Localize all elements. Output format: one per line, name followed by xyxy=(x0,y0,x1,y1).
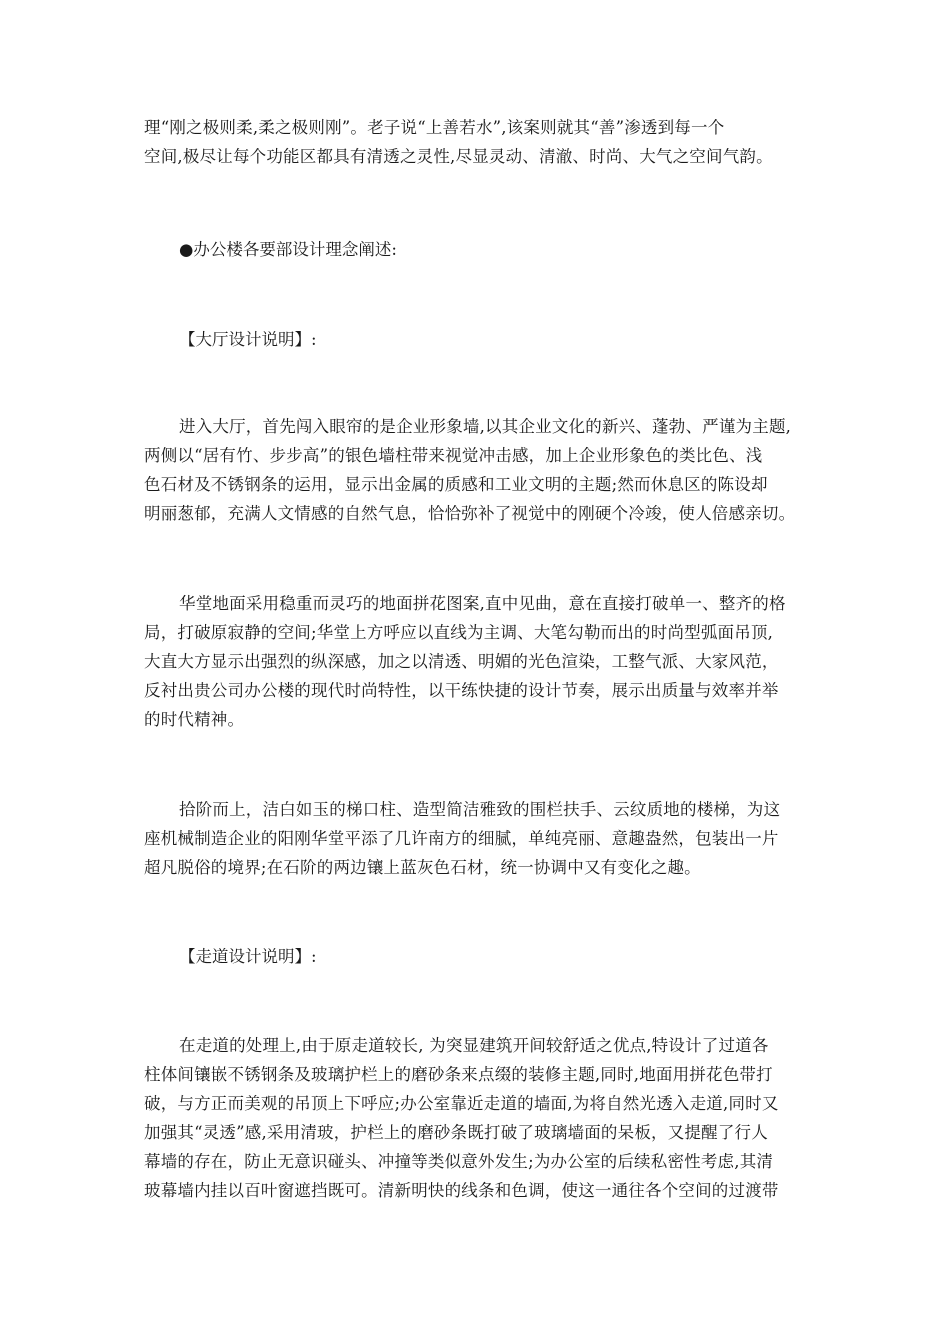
text-line: 进入大厅，首先闯入眼帘的是企业形象墙,以其企业文化的新兴、蓬勃、严谨为主题, xyxy=(179,417,792,436)
text-line: 两侧以“居有竹、步步高”的银色墙柱带来视觉冲击感，加上企业形象色的类比色、浅 xyxy=(144,446,763,465)
text-line: 柱体间镶嵌不锈钢条及玻璃护栏上的磨砂条来点缀的装修主题,同时,地面用拼花色带打 xyxy=(144,1065,773,1084)
text-line: 局，打破原寂静的空间;华堂上方呼应以直线为主调、大笔勾勒而出的时尚型弧面吊顶, xyxy=(144,623,774,642)
text-line: 空间,极尽让每个功能区都具有清透之灵性,尽显灵动、清澈、时尚、大气之空间气韵。 xyxy=(144,147,773,166)
text-line: 明丽葱郁，充满人文情感的自然气息，恰恰弥补了视觉中的刚硬个冷竣，使人倍感亲切。 xyxy=(144,504,796,523)
section-heading: ●办公楼各要部设计理念阐述: xyxy=(179,240,397,259)
hall-paragraph-3 xyxy=(144,795,810,882)
text-line: 大直大方显示出强烈的纵深感，加之以清透、明媚的光色渲染，工整气派、大家风范， xyxy=(144,652,779,671)
text-line: 反衬出贵公司办公楼的现代时尚特性，以干练快捷的设计节奏，展示出质量与效率并举 xyxy=(144,681,779,700)
corridor-heading: 【走道设计说明】: xyxy=(179,947,317,966)
hall-paragraph-2 xyxy=(144,589,810,734)
text-line: 玻幕墙内挂以百叶窗遮挡既可。清新明快的线条和色调，使这一通往各个空间的过渡带 xyxy=(144,1181,779,1200)
text-line: 座机械制造企业的阳刚华堂平添了几许南方的细腻，单纯亮丽、意趣盎然，包装出一片 xyxy=(144,829,779,848)
text-line: 破，与方正而美观的吊顶上下呼应;办公室靠近走道的墙面,为将自然光透入走道,同时又 xyxy=(144,1094,779,1113)
hall-heading: 【大厅设计说明】: xyxy=(179,330,317,349)
text-line: 在走道的处理上,由于原走道较长, 为突显建筑开间较舒适之优点,特设计了过道各 xyxy=(179,1036,769,1055)
text-line: 理“刚之极则柔,柔之极则刚”。老子说“上善若水”,该案则就其“善”渗透到每一个 xyxy=(144,118,725,137)
corridor-paragraph-1 xyxy=(144,1031,810,1205)
text-line: 华堂地面采用稳重而灵巧的地面拼花图案,直中见曲，意在直接打破单一、整齐的格 xyxy=(179,594,786,613)
text-line: 的时代精神。 xyxy=(144,710,245,729)
text-line: 色石材及不锈钢条的运用，显示出金属的质感和工业文明的主题;然而休息区的陈设却 xyxy=(144,475,768,494)
text-line: 拾阶而上，洁白如玉的梯口柱、造型简洁雅致的围栏扶手、云纹质地的楼梯，为这 xyxy=(179,800,781,819)
text-line: 加强其“灵透”感,采用清玻，护栏上的磨砂条既打破了玻璃墙面的呆板，又提醒了行人 xyxy=(144,1123,768,1142)
text-line: 幕墙的存在，防止无意识碰头、冲撞等类似意外发生;为办公室的后续私密性考虑,其清 xyxy=(144,1152,774,1171)
text-line: 超凡脱俗的境界;在石阶的两边镶上蓝灰色石材，统一协调中又有变化之趣。 xyxy=(144,858,701,877)
intro-paragraph xyxy=(144,113,810,171)
hall-paragraph-1 xyxy=(144,412,810,528)
